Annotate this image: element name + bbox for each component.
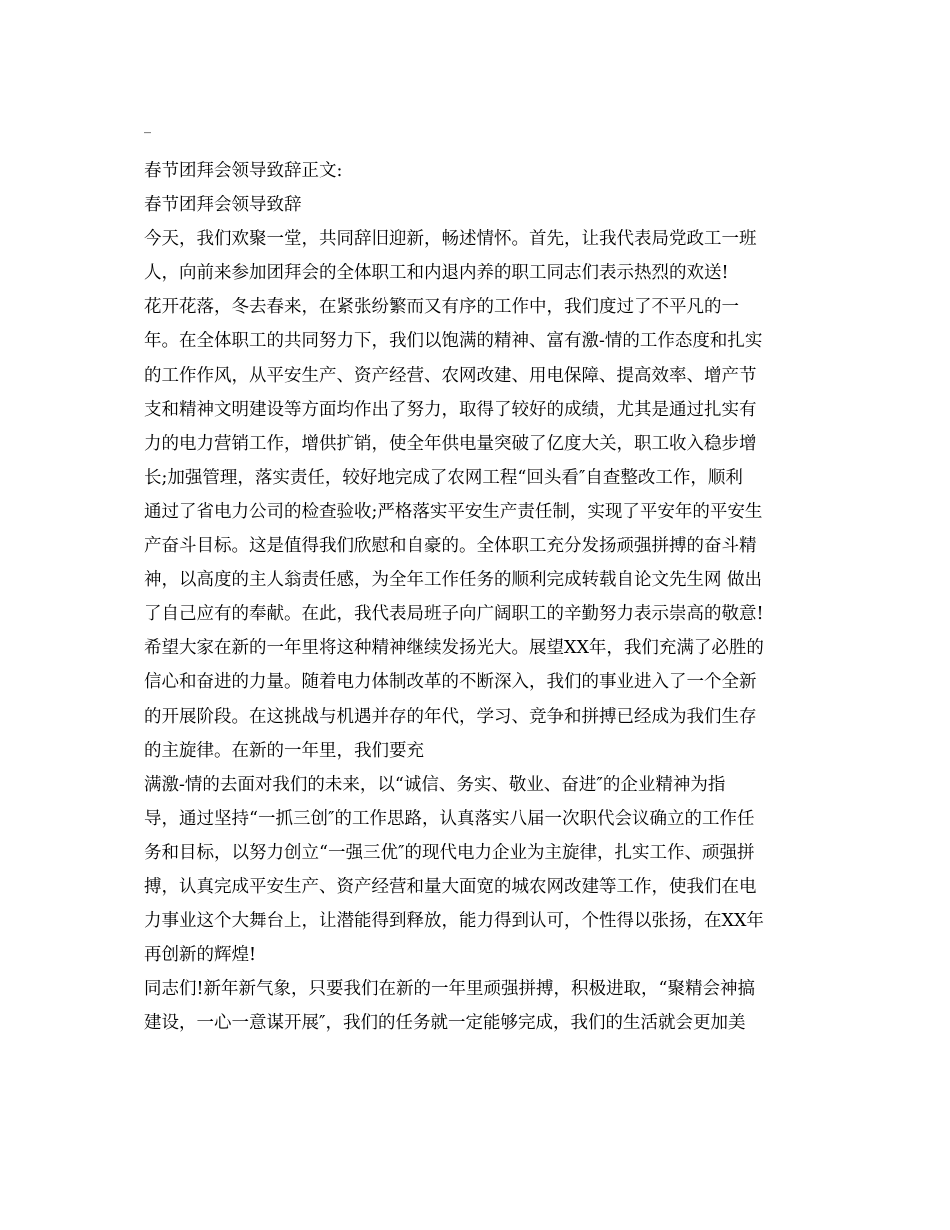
text-line: 力事业这个大舞台上，让潜能得到释放，能力得到认可，个性得以张扬，在XX年 — [144, 911, 764, 932]
text-line: 满激-情的去面对我们的未来，以“诚信、务实、敬业、奋进″的企业精神为指 — [144, 774, 726, 795]
text-line: 建设，一心一意谋开展″，我们的任务就一定能够完成，我们的生活就会更加美 — [144, 1013, 746, 1034]
text-line: 通过了省电力公司的检查验收;严格落实平安生产责任制，实现了平安年的平安生 — [144, 501, 763, 522]
text-line: 的主旋律。在新的一年里，我们要充 — [144, 740, 424, 761]
text-line: 再创新的辉煌! — [144, 945, 257, 966]
text-line: 花开花落，冬去春来，在紧张纷繁而又有序的工作中，我们度过了不平凡的一 — [144, 297, 739, 318]
text-line: 导，通过坚持“一抓三创″的工作思路，认真落实八届一次职代会议确立的工作任 — [144, 808, 755, 829]
text-line: 支和精神文明建设等方面均作出了努力，取得了较好的成绩，尤其是通过扎实有 — [144, 399, 757, 420]
text-line: 力的电力营销工作，增供扩销，使全年供电量突破了亿度大关，职工收入稳步增 — [144, 433, 757, 454]
text-line: 希望大家在新的一年里将这种精神继续发扬光大。展望XX年，我们充满了必胜的 — [144, 638, 764, 659]
text-line: 年。在全体职工的共同努力下，我们以饱满的精神、富有激-情的工作态度和扎实 — [144, 331, 763, 352]
text-line: 务和目标，以努力创立“一强三优″的现代电力企业为主旋律，扎实工作、顽强拼 — [144, 842, 755, 863]
text-line: 神，以高度的主人翁责任感，为全年工作任务的顺利完成转载自论文先生网 做出 — [144, 570, 763, 591]
text-line: 搏，认真完成平安生产、资产经营和量大面宽的城农网改建等工作，使我们在电 — [144, 876, 757, 897]
text-line: 今天，我们欢聚一堂，共同辞旧迎新，畅述情怀。首先，让我代表局党政工一班 — [144, 229, 757, 250]
header-mark: _ — [144, 118, 151, 134]
text-line: 信心和奋进的力量。随着电力体制改革的不断深入，我们的事业进入了一个全新 — [144, 672, 757, 693]
text-line: 同志们!新年新气象，只要我们在新的一年里顽强拼搏，积极进取，“聚精会神搞 — [144, 979, 755, 1000]
text-line: 的工作作风，从平安生产、资产经营、农网改建、用电保障、提高效率、增产节 — [144, 365, 757, 386]
document-subtitle: 春节团拜会领导致辞 — [144, 195, 302, 216]
text-line: 了自己应有的奉献。在此，我代表局班子向广阔职工的辛勤努力表示崇高的敬意! — [144, 604, 764, 625]
text-line: 的开展阶段。在这挑战与机遇并存的年代，学习、竞争和拼搏已经成为我们生存 — [144, 706, 757, 727]
document-title: 春节团拜会领导致辞正文: — [144, 161, 343, 181]
text-line: 人，向前来参加团拜会的全体职工和内退内养的职工同志们表示热烈的欢送! — [144, 263, 729, 284]
document-body — [144, 116, 809, 1040]
text-line: 产奋斗目标。这是值得我们欣慰和自豪的。全体职工充分发扬顽强拼搏的奋斗精 — [144, 536, 757, 557]
text-line: 长;加强管理，落实责任，较好地完成了农网工程“回头看″自查整改工作，顺利 — [144, 467, 743, 488]
